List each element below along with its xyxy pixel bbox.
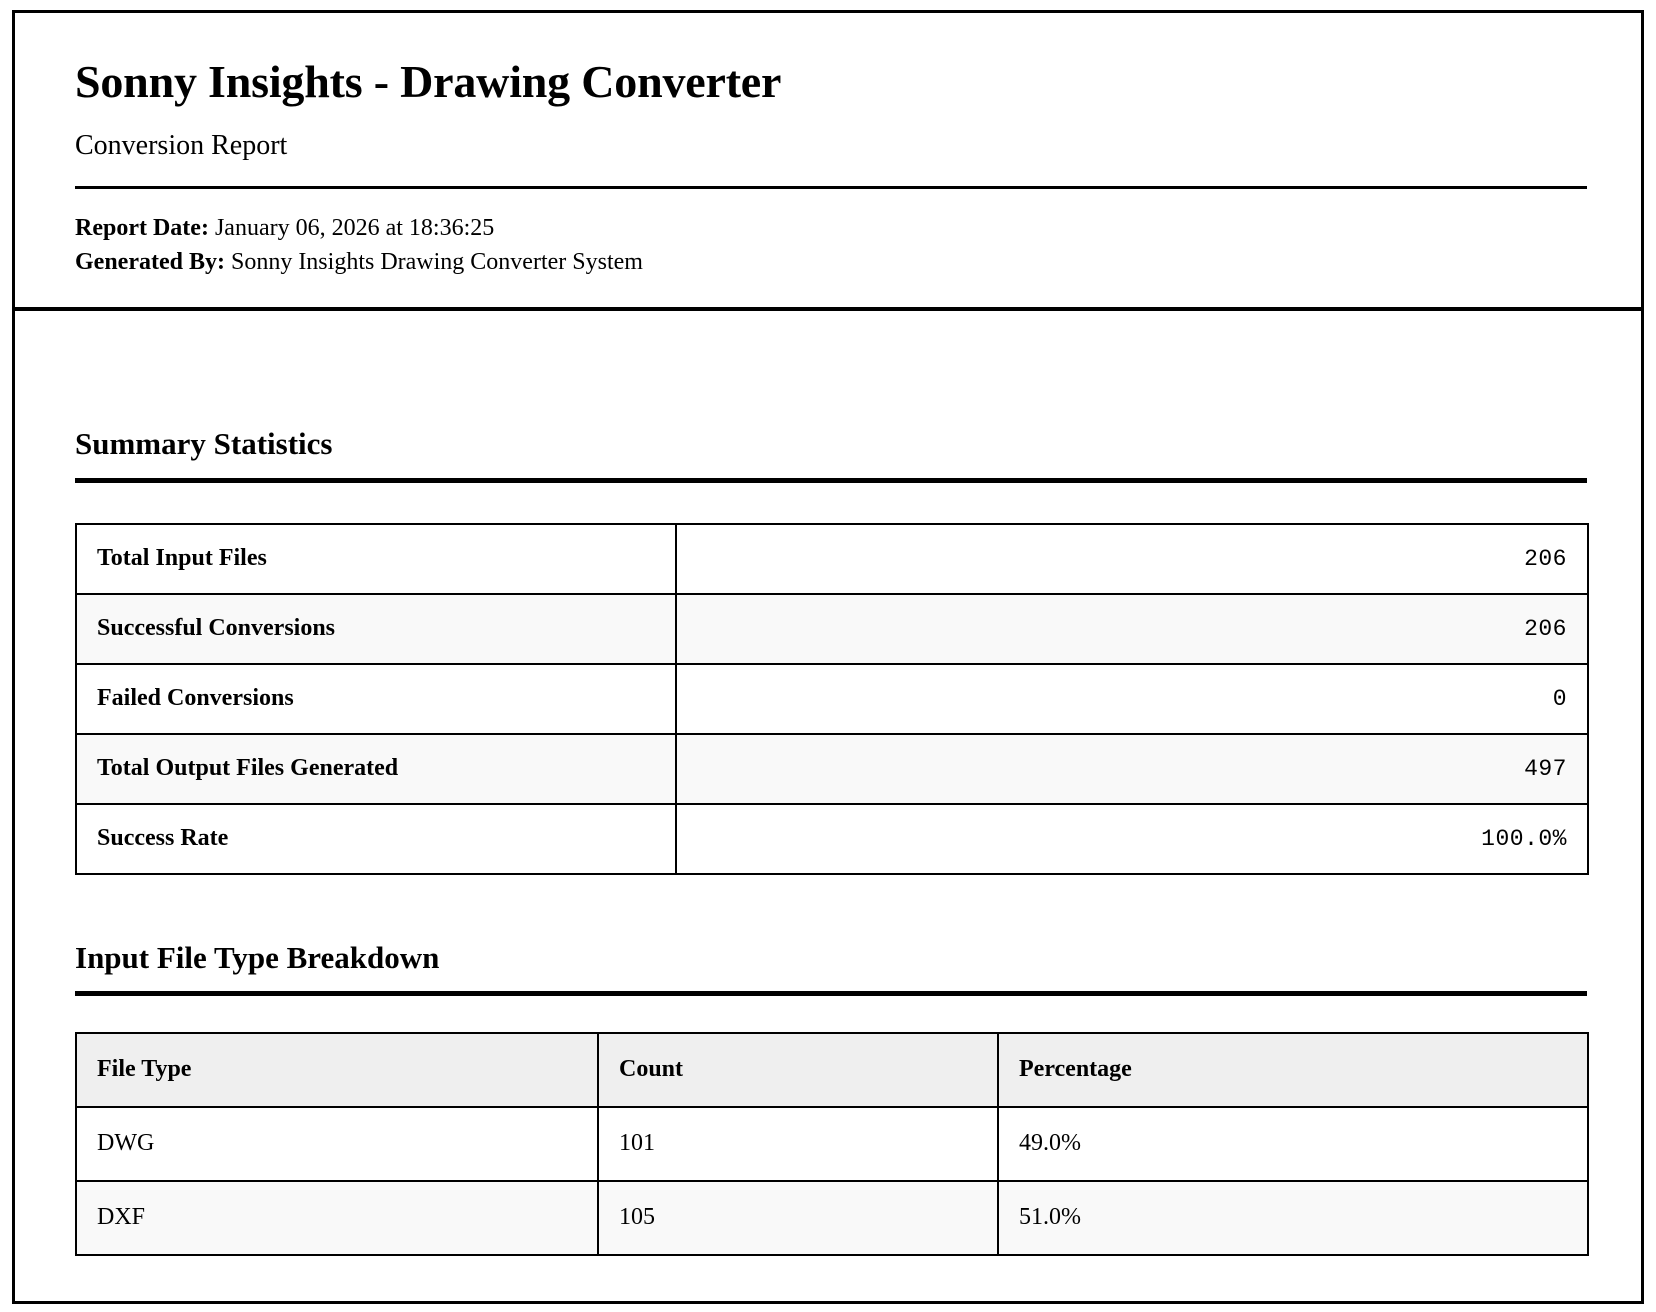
report-subtitle: Conversion Report (75, 129, 288, 161)
input-file-type-breakdown-section (75, 875, 1581, 1256)
stat-label: Failed Conversions (76, 664, 676, 734)
summary-statistics-table (75, 523, 1589, 875)
cell-file-type: DXF (76, 1181, 598, 1255)
stat-value: 206 (676, 594, 1588, 664)
summary-statistics-rule (75, 478, 1587, 483)
column-header-file-type: File Type (76, 1033, 598, 1107)
input-file-type-breakdown-heading: Input File Type Breakdown (75, 939, 440, 975)
cell-percentage: 51.0% (998, 1181, 1588, 1255)
stat-value: 100.0% (676, 804, 1588, 874)
column-header-percentage: Percentage (998, 1033, 1588, 1107)
table-row (76, 1181, 1588, 1255)
stat-label: Successful Conversions (76, 594, 676, 664)
header-divider (75, 186, 1587, 189)
cell-file-type: DWG (76, 1107, 598, 1181)
table-header-row (76, 1033, 1588, 1107)
table-row (76, 594, 1588, 664)
stat-value: 0 (676, 664, 1588, 734)
report-date-value: January 06, 2026 at 18:36:25 (214, 215, 495, 242)
table-row (76, 664, 1588, 734)
generated-by-label: Generated By: (75, 249, 225, 276)
summary-statistics-section (75, 311, 1581, 874)
stat-value: 497 (676, 734, 1588, 804)
report-body (15, 311, 1641, 1255)
report-date-label: Report Date: (75, 215, 209, 242)
stat-label: Total Output Files Generated (76, 734, 676, 804)
stat-label: Success Rate (76, 804, 676, 874)
column-header-count: Count (598, 1033, 998, 1107)
page-title: Sonny Insights - Drawing Converter (75, 56, 782, 107)
report-header (15, 13, 1641, 311)
cell-count: 105 (598, 1181, 998, 1255)
input-file-type-breakdown-rule (75, 991, 1587, 996)
input-file-type-breakdown-table (75, 1032, 1589, 1256)
report-date-line (75, 211, 1581, 245)
table-row (76, 804, 1588, 874)
summary-statistics-heading: Summary Statistics (75, 426, 333, 462)
cell-count: 101 (598, 1107, 998, 1181)
generated-by-value: Sonny Insights Drawing Converter System (230, 249, 643, 276)
table-row (76, 524, 1588, 594)
table-row (76, 1107, 1588, 1181)
stat-label: Total Input Files (76, 524, 676, 594)
generated-by-line (75, 245, 1581, 279)
cell-percentage: 49.0% (998, 1107, 1588, 1181)
table-row (76, 734, 1588, 804)
report-page (12, 10, 1644, 1304)
stat-value: 206 (676, 524, 1588, 594)
